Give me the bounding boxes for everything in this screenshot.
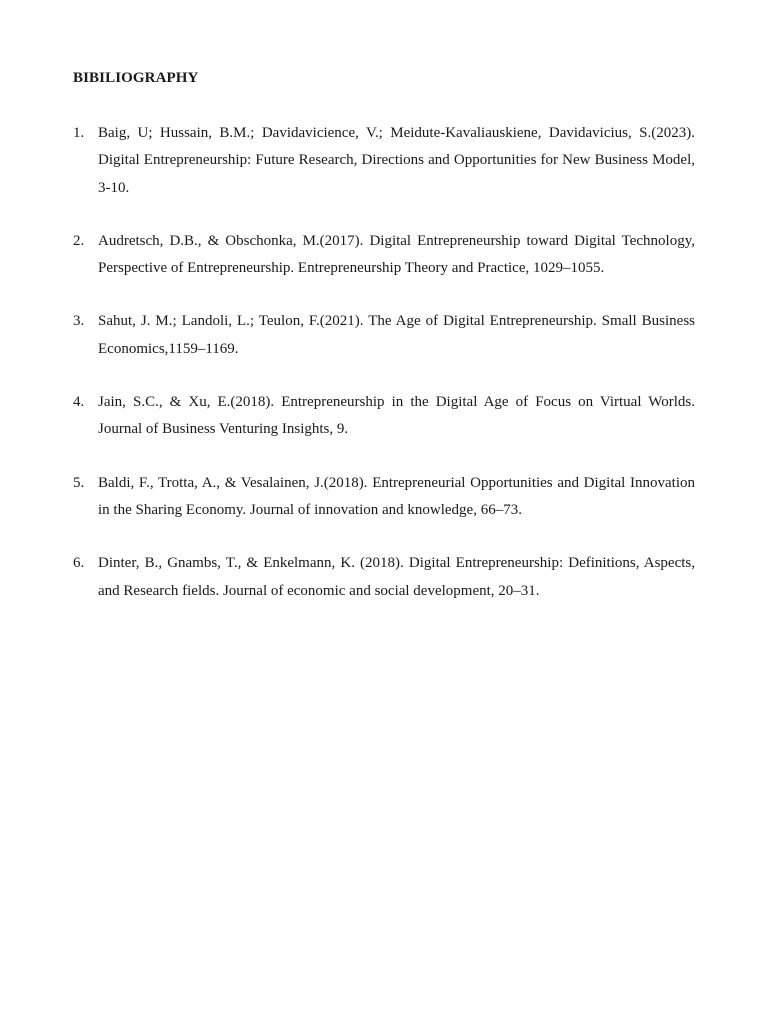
reference-number: 5. bbox=[73, 474, 85, 491]
reference-item bbox=[73, 389, 695, 444]
reference-number: 4. bbox=[73, 394, 85, 411]
reference-item bbox=[73, 470, 695, 525]
reference-item bbox=[73, 228, 695, 283]
reference-text: Jain, S.C., & Xu, E.(2018). Entrepreneurship in the Digital Age of Focus on Virtual Worlds. Journal of Business Venturing Insights, 9. bbox=[98, 394, 695, 438]
reference-text: Audretsch, D.B., & Obschonka, M.(2017). Digital Entrepreneurship toward Digital Technology, Perspective of Entrepreneurship. Entrepreneurship Theory and Practice, 1029–1055. bbox=[98, 232, 695, 277]
reference-text: Baig, U; Hussain, B.M.; Davidavicience, V.; Meidute-Kavaliauskiene, Davidavicius, S.(2023). Digital Entrepreneurship: Future Research, Directions and Opportunities for New Business Model, 3-10. bbox=[98, 125, 695, 196]
reference-number: 2. bbox=[73, 232, 85, 249]
bibliography-heading: BIBILIOGRAPHY bbox=[73, 70, 199, 86]
reference-number: 3. bbox=[73, 313, 85, 330]
reference-number: 1. bbox=[73, 125, 85, 141]
reference-item bbox=[73, 120, 695, 202]
reference-item bbox=[73, 308, 695, 363]
reference-list bbox=[73, 120, 695, 631]
reference-text: Baldi, F., Trotta, A., & Vesalainen, J.(2018). Entrepreneurial Opportunities and Digital Innovation in the Sharing Economy. Journal of innovation and knowledge, 66–73. bbox=[98, 474, 695, 518]
reference-item bbox=[73, 550, 695, 605]
reference-number: 6. bbox=[73, 555, 85, 572]
reference-text: Sahut, J. M.; Landoli, L.; Teulon, F.(2021). The Age of Digital Entrepreneurship. Small Business Economics,1159–1169. bbox=[98, 313, 695, 357]
reference-text: Dinter, B., Gnambs, T., & Enkelmann, K. (2018). Digital Entrepreneurship: Definitions, Aspects, and Research fields. Journal of economic and social development, 20–31. bbox=[98, 555, 695, 599]
